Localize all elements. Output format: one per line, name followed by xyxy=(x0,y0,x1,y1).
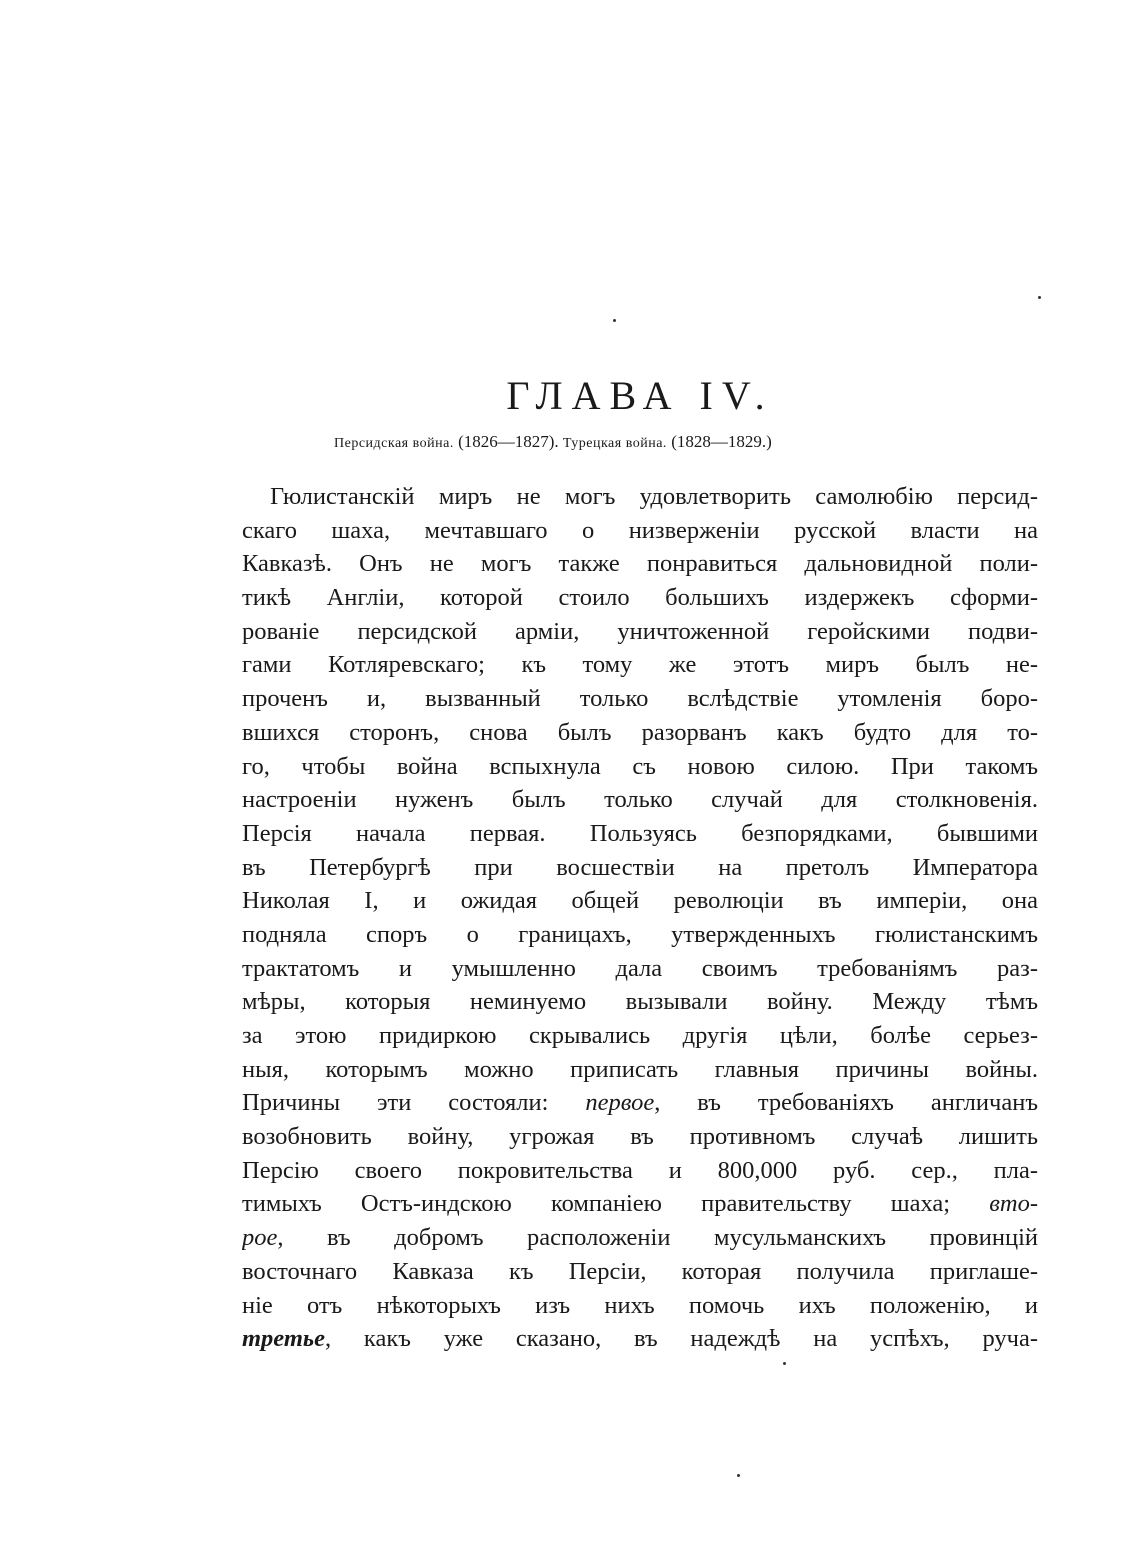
text-fragment: Причины эти состояли: xyxy=(242,1089,586,1117)
text-line xyxy=(242,1086,1038,1120)
text-line: настроеніи нуженъ былъ только случай для столкновенія. xyxy=(242,786,1038,814)
text-line: проченъ и, вызванный только вслѣдствіе утомленія боро- xyxy=(242,685,1038,713)
text-line: мѣры, которыя неминуемо вызывали войну. Между тѣмъ xyxy=(242,988,1038,1016)
emphasis-first: первое xyxy=(585,1089,655,1117)
body-text xyxy=(242,480,1038,1356)
print-speck xyxy=(737,1474,740,1477)
chapter-subtitle xyxy=(334,432,984,452)
text-fragment: , въ требованіяхъ англичанъ xyxy=(654,1089,1038,1117)
text-line: Гюлистанскій миръ не могъ удовлетворить самолюбію персид- xyxy=(270,483,1038,510)
text-line: го, чтобы война вспыхнула съ новою силою. При такомъ xyxy=(242,752,1038,780)
text-line: рованіе персидской арміи, уничтоженной геройскими подви- xyxy=(242,617,1038,645)
text-fragment: , какъ уже сказано, въ надеждѣ на успѣхъ, руча- xyxy=(325,1325,1038,1353)
print-speck xyxy=(613,319,616,322)
text-line: въ Петербургѣ при восшествіи на претолъ Императора xyxy=(242,853,1038,881)
text-line: возобновить войну, угрожая въ противномъ случаѣ лишить xyxy=(242,1123,1038,1151)
text-fragment: тимыхъ Остъ-индскою компаніею правительству шаха; xyxy=(242,1190,990,1218)
text-line: трактатомъ и умышленно дала своимъ требованіямъ раз- xyxy=(242,954,1038,982)
text-line: Персію своего покровительства и 800,000 руб. сер., пла- xyxy=(242,1156,1038,1184)
text-line: ніе отъ нѣкоторыхъ изъ нихъ помочь ихъ положенію, и xyxy=(242,1291,1038,1319)
emphasis-second-part2: рое xyxy=(242,1224,278,1252)
text-line: Николая I, и ожидая общей революціи въ имперіи, она xyxy=(242,887,1038,915)
text-line: ныя, которымъ можно приписать главныя причины войны. xyxy=(242,1055,1038,1083)
text-line: подняла споръ о границахъ, утвержденныхъ гюлистанскимъ xyxy=(242,920,1038,948)
chapter-title: ГЛАВА IV. xyxy=(506,373,774,418)
text-line: тикѣ Англіи, которой стоило большихъ издержекъ сформи- xyxy=(242,584,1038,612)
subtitle-years-1: (1826—1827). xyxy=(453,432,563,451)
text-line: вшихся сторонъ, снова былъ разорванъ какъ будто для то- xyxy=(242,718,1038,746)
text-line: гами Котляревскаго; къ тому же этотъ миръ былъ не- xyxy=(242,651,1038,679)
text-line: скаго шаха, мечтавшаго о низверженіи русской власти на xyxy=(242,516,1038,544)
subtitle-turkish-war: Турецкая война. xyxy=(562,436,667,451)
print-speck xyxy=(1038,296,1041,299)
text-line xyxy=(242,1187,1038,1221)
text-line: восточнаго Кавказа къ Персіи, которая получила приглаше- xyxy=(242,1257,1038,1285)
subtitle-persian-war: Персидская война. xyxy=(334,436,454,451)
emphasis-third: третье xyxy=(242,1325,325,1353)
text-line: за этою придиркою скрывались другія цѣли, болѣе серьез- xyxy=(242,1022,1038,1049)
text-fragment: , въ добромъ расположеніи мусульманскихъ провинцій xyxy=(277,1224,1038,1252)
text-line: Персія начала первая. Пользуясь безпорядками, бывшими xyxy=(242,819,1038,847)
print-speck xyxy=(783,1362,786,1365)
text-line xyxy=(242,1221,1038,1255)
subtitle-years-2: (1828—1829.) xyxy=(666,432,772,451)
emphasis-second-part1: вто- xyxy=(989,1190,1038,1218)
text-line: Кавказѣ. Онъ не могъ также понравиться дальновидной поли- xyxy=(242,550,1038,578)
text-line xyxy=(242,1322,1038,1356)
